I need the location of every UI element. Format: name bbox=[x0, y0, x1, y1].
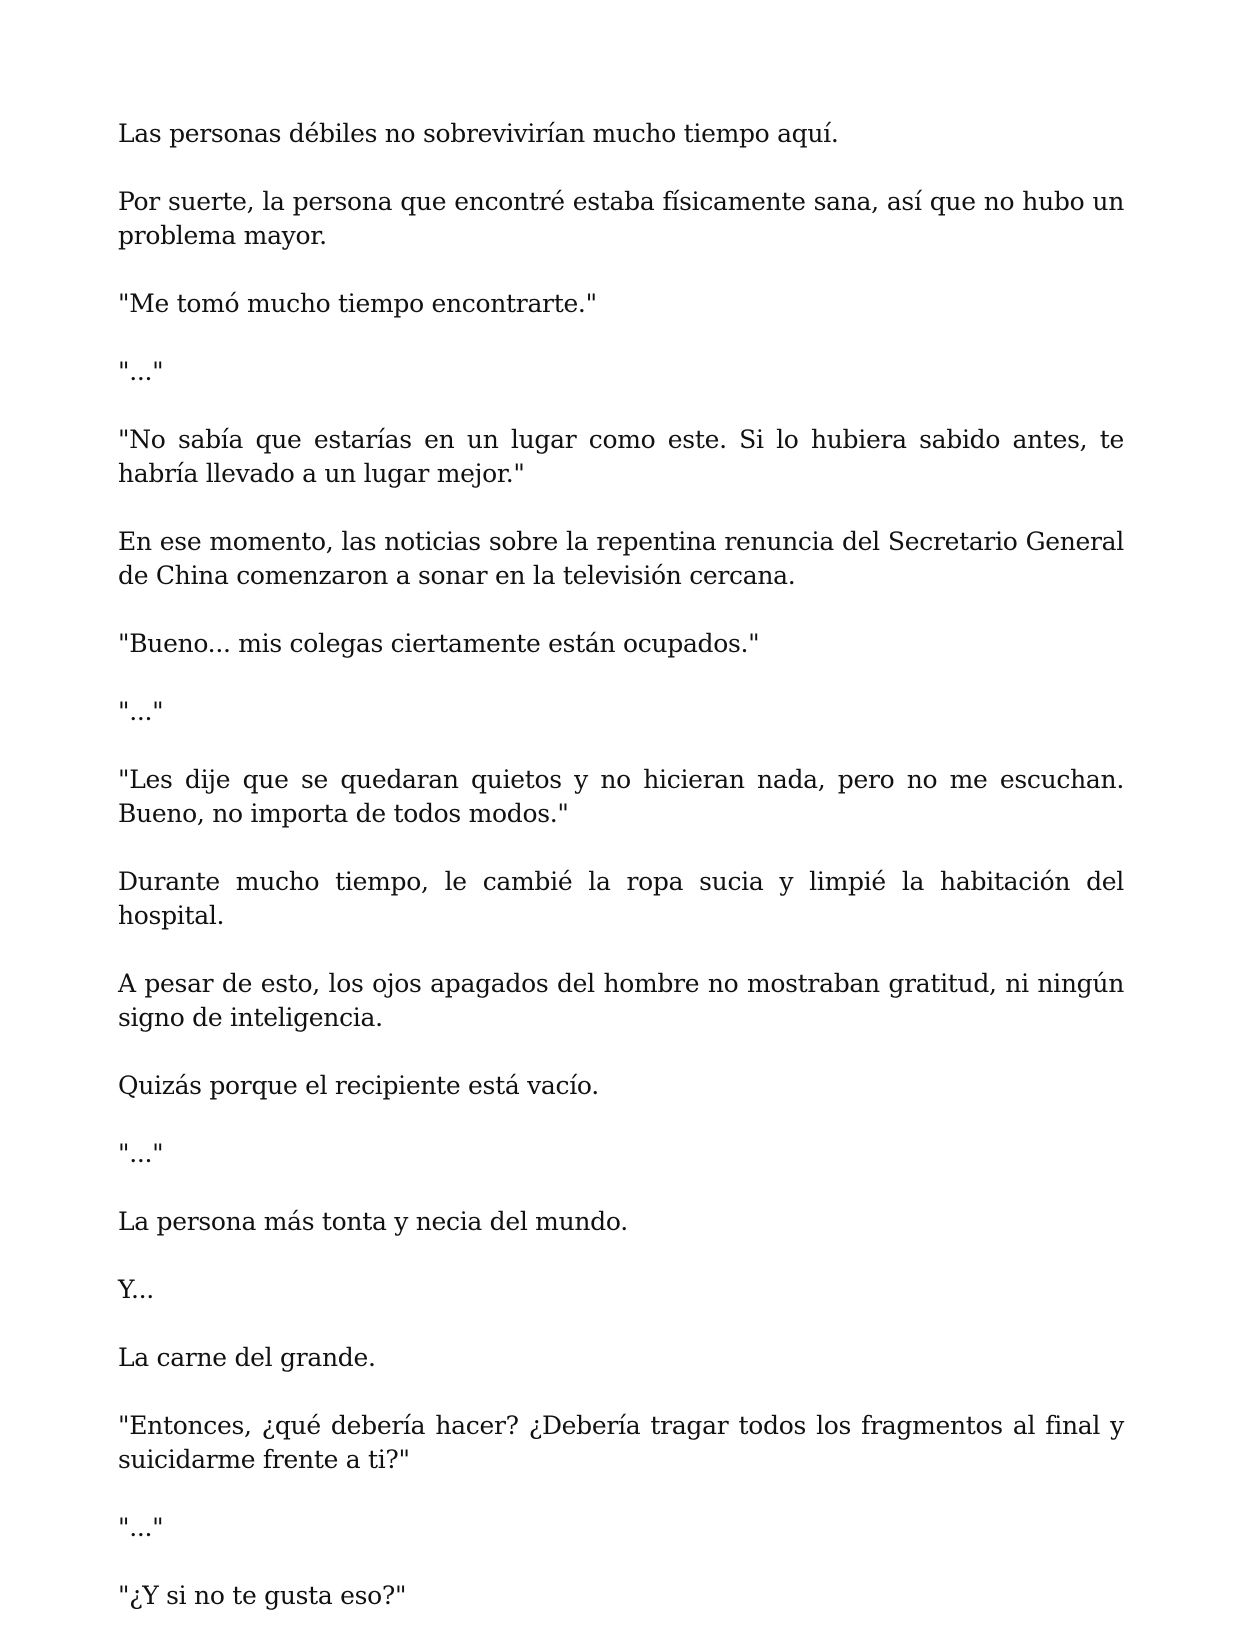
paragraph: "..." bbox=[118, 1139, 164, 1168]
paragraph: "..." bbox=[118, 1513, 164, 1542]
paragraph: Las personas débiles no sobrevivirían mucho tiempo aquí. bbox=[118, 119, 839, 148]
paragraph: "Bueno... mis colegas ciertamente están ocupados." bbox=[118, 629, 760, 658]
paragraph: "..." bbox=[118, 357, 164, 386]
paragraph: Y... bbox=[118, 1275, 154, 1304]
paragraph: "Les dije que se quedaran quietos y no hicieran nada, pero no me escuchan. Bueno, no importa de todos modos." bbox=[118, 765, 1124, 828]
paragraph: En ese momento, las noticias sobre la repentina renuncia del Secretario General de China comenzaron a sonar en la televisión cercana. bbox=[118, 527, 1124, 590]
paragraph: Por suerte, la persona que encontré estaba físicamente sana, así que no hubo un problema mayor. bbox=[118, 187, 1124, 250]
paragraph: La persona más tonta y necia del mundo. bbox=[118, 1207, 628, 1236]
paragraph: A pesar de esto, los ojos apagados del hombre no mostraban gratitud, ni ningún signo de inteligencia. bbox=[118, 969, 1124, 1032]
paragraph: "Me tomó mucho tiempo encontrarte." bbox=[118, 289, 597, 318]
paragraph: Quizás porque el recipiente está vacío. bbox=[118, 1071, 599, 1100]
paragraph: "Entonces, ¿qué debería hacer? ¿Debería tragar todos los fragmentos al final y suicidarme frente a ti?" bbox=[118, 1411, 1124, 1474]
paragraph: "No sabía que estarías en un lugar como este. Si lo hubiera sabido antes, te habría llevado a un lugar mejor." bbox=[118, 425, 1124, 488]
paragraph: "¿Y si no te gusta eso?" bbox=[118, 1581, 407, 1610]
document-body bbox=[118, 117, 1124, 1647]
paragraph: La carne del grande. bbox=[118, 1343, 376, 1372]
paragraph: Durante mucho tiempo, le cambié la ropa sucia y limpié la habitación del hospital. bbox=[118, 867, 1124, 930]
paragraph: "..." bbox=[118, 697, 164, 726]
